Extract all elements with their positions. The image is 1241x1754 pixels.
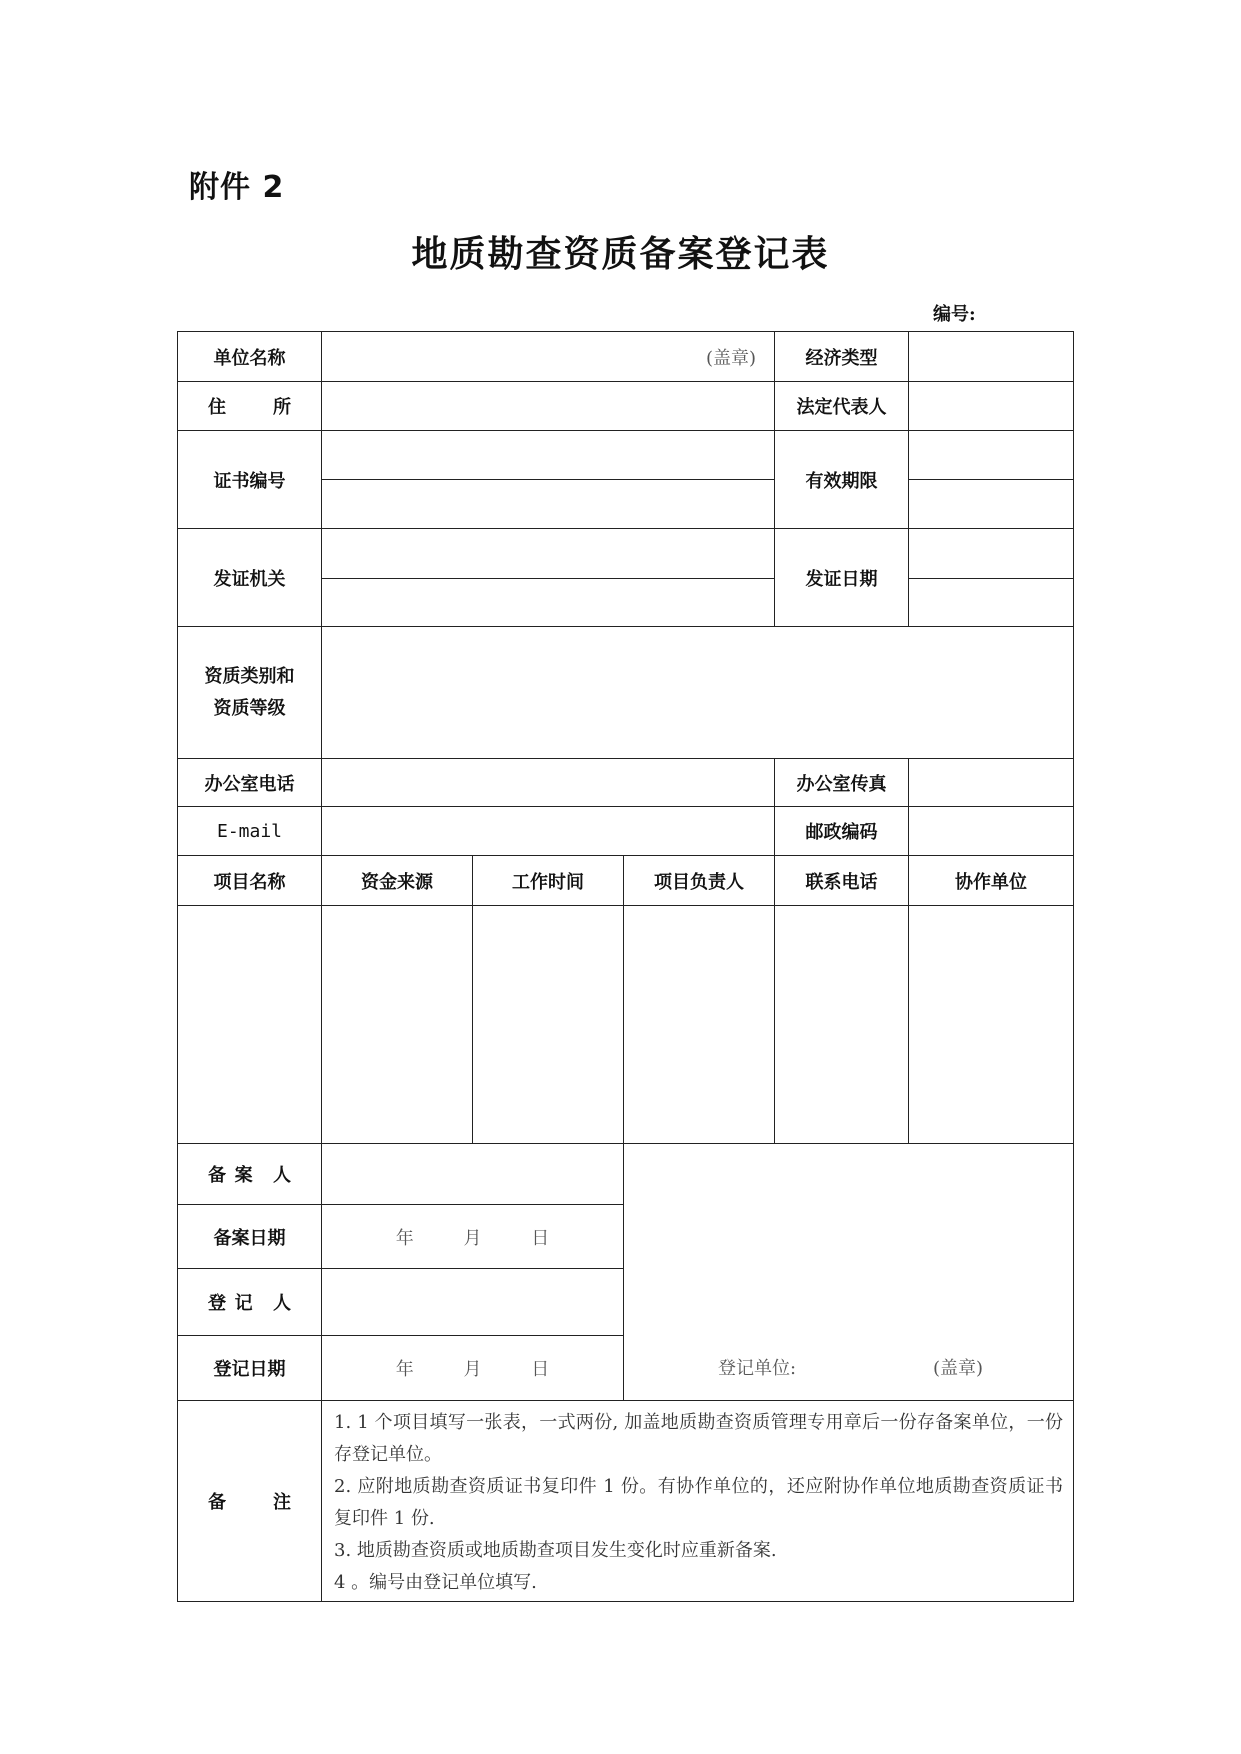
- filing-date-month: 月: [463, 1227, 482, 1249]
- filer-label: 备 案 人: [178, 1144, 322, 1205]
- qualification-label-line1: 资质类别和: [204, 665, 295, 687]
- registration-date-month: 月: [463, 1359, 482, 1380]
- qualification-field[interactable]: [322, 627, 1074, 759]
- filing-date-day: 日: [531, 1227, 550, 1249]
- partner-unit-cell[interactable]: [909, 906, 1074, 1144]
- email-label: E-mail: [178, 807, 322, 856]
- validity-field-1[interactable]: [909, 431, 1074, 480]
- filer-field[interactable]: [322, 1144, 624, 1205]
- note-item-3: 3. 地质勘查资质或地质勘查项目发生变化时应重新备案.: [334, 1540, 777, 1561]
- cert-number-label: 证书编号: [178, 431, 322, 529]
- validity-label: 有效期限: [775, 431, 909, 529]
- registration-date-year: 年: [395, 1359, 414, 1380]
- issue-date-label: 发证日期: [775, 529, 909, 627]
- registration-date-day: 日: [531, 1359, 550, 1380]
- office-phone-label: 办公室电话: [178, 759, 322, 807]
- registration-unit-seal: (盖章): [932, 1358, 983, 1379]
- notes-content: [322, 1401, 1074, 1602]
- note-item-2: 2. 应附地质勘查资质证书复印件 1 份。有协作单位的，还应附协作单位地质勘查资质证书复印件 1 份.: [334, 1476, 1063, 1529]
- office-phone-field[interactable]: [322, 759, 775, 807]
- col-header-contact-phone: 联系电话: [775, 856, 909, 906]
- economic-type-label: 经济类型: [775, 332, 909, 382]
- qualification-label-line2: 资质等级: [213, 697, 286, 719]
- issue-date-field-2[interactable]: [909, 579, 1074, 627]
- project-lead-cell[interactable]: [624, 906, 775, 1144]
- note-item-4: 4 。编号由登记单位填写.: [334, 1572, 537, 1593]
- contact-phone-cell[interactable]: [775, 906, 909, 1144]
- validity-field-2[interactable]: [909, 480, 1074, 529]
- col-header-project-lead: 项目负责人: [624, 856, 775, 906]
- economic-type-field[interactable]: [909, 332, 1074, 382]
- cert-number-field-2[interactable]: [322, 480, 775, 529]
- seal-note: (盖章): [705, 347, 756, 369]
- issuer-label: 发证机关: [178, 529, 322, 627]
- qualification-label: [178, 627, 322, 759]
- note-item-1: 1. 1 个项目填写一张表，一式两份, 加盖地质勘查资质管理专用章后一份存备案单位，一份存登记单位。: [334, 1412, 1063, 1465]
- project-name-cell[interactable]: [178, 906, 322, 1144]
- issuer-field-2[interactable]: [322, 579, 775, 627]
- unit-name-label: 单位名称: [178, 332, 322, 382]
- col-header-work-period: 工作时间: [473, 856, 624, 906]
- col-header-project-name: 项目名称: [178, 856, 322, 906]
- filing-date-field[interactable]: [322, 1205, 624, 1269]
- registration-form: [177, 331, 1074, 1602]
- issuer-field-1[interactable]: [322, 529, 775, 579]
- registration-date-label: 登记日期: [178, 1336, 322, 1401]
- filing-date-label: 备案日期: [178, 1205, 322, 1269]
- address-label: 住 所: [178, 382, 322, 431]
- col-header-partner-unit: 协作单位: [909, 856, 1074, 906]
- office-fax-field[interactable]: [909, 759, 1074, 807]
- registration-date-field[interactable]: [322, 1336, 624, 1401]
- table-row: [178, 906, 1074, 1144]
- postcode-field[interactable]: [909, 807, 1074, 856]
- office-fax-label: 办公室传真: [775, 759, 909, 807]
- registration-unit-cell: [624, 1144, 1074, 1401]
- legal-rep-field[interactable]: [909, 382, 1074, 431]
- registration-unit-label: 登记单位:: [718, 1358, 797, 1379]
- attachment-label: 附件 2: [189, 170, 285, 205]
- unit-name-field[interactable]: [322, 332, 775, 382]
- registrar-label: 登 记 人: [178, 1269, 322, 1336]
- col-header-funding-source: 资金来源: [322, 856, 473, 906]
- serial-number-label: 编号:: [933, 304, 976, 325]
- email-field[interactable]: [322, 807, 775, 856]
- document-title: 地质勘查资质备案登记表: [411, 233, 830, 275]
- cert-number-field-1[interactable]: [322, 431, 775, 480]
- registrar-field[interactable]: [322, 1269, 624, 1336]
- postcode-label: 邮政编码: [775, 807, 909, 856]
- funding-source-cell[interactable]: [322, 906, 473, 1144]
- work-period-cell[interactable]: [473, 906, 624, 1144]
- notes-label: 备 注: [178, 1401, 322, 1602]
- address-field[interactable]: [322, 382, 775, 431]
- legal-rep-label: 法定代表人: [775, 382, 909, 431]
- filing-date-year: 年: [395, 1227, 414, 1249]
- issue-date-field-1[interactable]: [909, 529, 1074, 579]
